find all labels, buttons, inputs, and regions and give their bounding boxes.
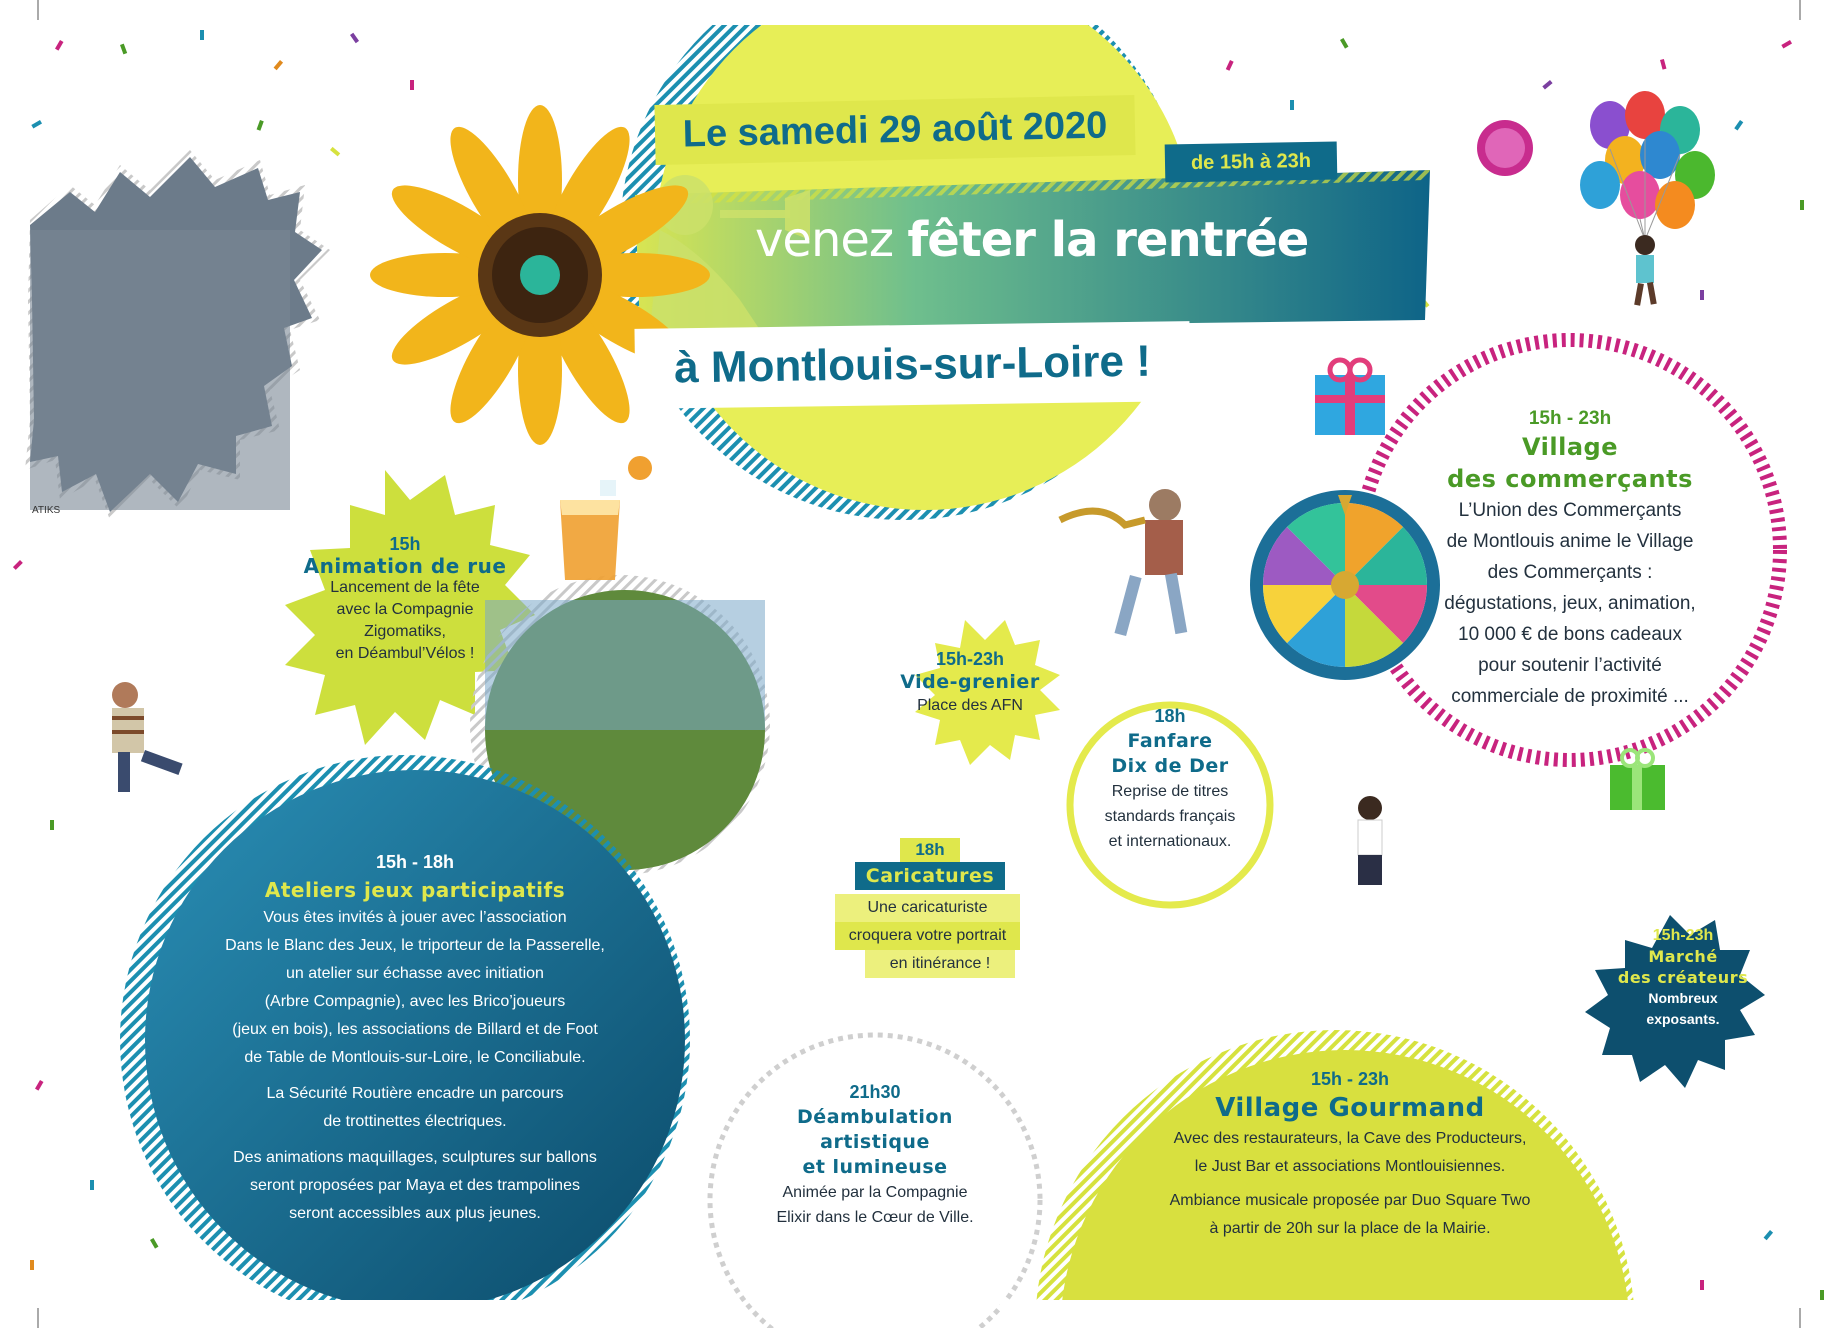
balloons xyxy=(1580,91,1715,306)
jumping-girl xyxy=(1358,796,1382,885)
event-caricatures xyxy=(835,838,1020,978)
location-banner: à Montlouis-sur-Loire ! xyxy=(634,321,1190,409)
gift-box-blue xyxy=(1315,360,1385,435)
event-title-line: et lumineuse xyxy=(802,1156,948,1178)
event-line: de Table de Montlouis-sur-Loire, le Conciliabule. xyxy=(244,1049,586,1066)
event-line: en itinérance ! xyxy=(865,950,1015,978)
event-time: 21h30 xyxy=(849,1082,901,1102)
event-line: Ambiance musicale proposée par Duo Square Two xyxy=(1169,1192,1531,1209)
event-line: (jeux en bois), les associations de Billard et de Foot xyxy=(232,1021,598,1038)
event-line: Dans le Blanc des Jeux, le triporteur de la Passerelle, xyxy=(225,937,605,954)
event-time: 18h xyxy=(1154,706,1186,726)
prize-wheel xyxy=(1250,490,1440,680)
event-line: un atelier sur échasse avec initiation xyxy=(286,965,544,982)
event-line: seront accessibles aux plus jeunes. xyxy=(289,1205,541,1222)
event-line: Avec des restaurateurs, la Cave des Producteurs, xyxy=(1173,1130,1527,1147)
event-line: pour soutenir l’activité xyxy=(1478,655,1662,676)
event-time: 15h-23h xyxy=(1652,927,1714,944)
event-time: 15h - 23h xyxy=(1528,408,1612,429)
event-line: exposants. xyxy=(1646,1011,1720,1027)
event-line: Animée par la Compagnie xyxy=(782,1184,968,1201)
event-line: L’Union des Commerçants xyxy=(1458,500,1682,521)
event-line: 10 000 € de bons cadeaux xyxy=(1458,624,1682,645)
event-line: Place des AFN xyxy=(917,697,1023,714)
event-animation xyxy=(270,533,540,665)
event-title-line: des créateurs xyxy=(1617,968,1749,987)
event-line: Une caricaturiste xyxy=(835,894,1020,922)
event-time: 15h - 18h xyxy=(375,852,455,872)
event-time: 15h-23h xyxy=(935,649,1005,669)
event-line: Des animations maquillages, sculptures sur ballons xyxy=(233,1149,597,1166)
event-title-line: des commerçants xyxy=(1447,465,1693,493)
event-line: standards français xyxy=(1104,808,1236,825)
event-line: Reprise de titres xyxy=(1111,783,1229,800)
event-line: La Sécurité Routière encadre un parcours xyxy=(266,1085,564,1102)
event-title-line: artistique xyxy=(820,1131,930,1153)
event-line: à partir de 20h sur la place de la Mairie. xyxy=(1209,1220,1491,1237)
event-line: commerciale de proximité ... xyxy=(1451,686,1689,707)
event-title: Caricatures xyxy=(855,862,1005,890)
event-line: avec la Compagnie xyxy=(336,601,474,618)
event-hours: de 15h à 23h xyxy=(1165,142,1338,183)
event-line: croquera votre portrait xyxy=(835,922,1020,950)
event-title: Village Gourmand xyxy=(1215,1093,1485,1123)
event-title-line: Marché xyxy=(1648,947,1718,966)
event-line: en Déambul’Vélos ! xyxy=(335,645,475,662)
saxophone-player xyxy=(1060,489,1187,636)
event-marche xyxy=(1598,925,1768,1030)
pom-pom-flower xyxy=(1477,120,1533,176)
event-title-line: Dix de Der xyxy=(1111,755,1229,777)
jumping-boy xyxy=(112,682,183,792)
event-line: seront proposées par Maya et des trampolines xyxy=(250,1177,580,1194)
event-line: et internationaux. xyxy=(1108,833,1232,850)
event-line: le Just Bar et associations Montlouisiennes. xyxy=(1194,1158,1506,1175)
tagline xyxy=(755,205,1415,275)
event-line: (Arbre Compagnie), avec les Brico’joueurs xyxy=(264,993,566,1010)
event-line: Elixir dans le Cœur de Ville. xyxy=(776,1209,974,1226)
event-time: 15h xyxy=(389,534,421,554)
event-village-commercants xyxy=(1430,407,1710,712)
drink-glass xyxy=(560,456,652,580)
event-line: de Montlouis anime le Village xyxy=(1446,531,1694,552)
event-title-line: Village xyxy=(1522,433,1618,461)
event-village-gourmand xyxy=(1120,1067,1580,1243)
event-title-line: Fanfare xyxy=(1127,730,1213,752)
event-ateliers xyxy=(170,848,660,1228)
photo-sign-text: ATIKS xyxy=(32,505,61,516)
event-title: Vide-grenier xyxy=(900,671,1040,693)
event-line: Vous êtes invités à jouer avec l’association xyxy=(263,909,567,926)
event-vide-grenier xyxy=(880,648,1060,717)
event-line: dégustations, jeux, animation, xyxy=(1444,593,1696,614)
event-title-line: Déambulation xyxy=(797,1106,953,1128)
event-line: de trottinettes électriques. xyxy=(323,1113,507,1130)
tagline-bold: fêter la rentrée xyxy=(907,212,1309,268)
event-deambulation xyxy=(740,1080,1010,1230)
event-time: 15h - 23h xyxy=(1310,1069,1390,1089)
event-line: Nombreux xyxy=(1648,990,1718,1006)
event-fanfare xyxy=(1075,704,1265,854)
event-line: Zigomatiks, xyxy=(364,623,446,640)
event-date: Le samedi 29 août 2020 xyxy=(654,95,1135,165)
event-line: Lancement de la fête xyxy=(330,579,480,596)
event-line: des Commerçants : xyxy=(1487,562,1653,583)
event-title: Ateliers jeux participatifs xyxy=(264,878,566,902)
tagline-prefix: venez xyxy=(755,212,908,268)
event-time: 18h xyxy=(900,838,960,862)
event-title: Animation de rue xyxy=(303,554,507,578)
